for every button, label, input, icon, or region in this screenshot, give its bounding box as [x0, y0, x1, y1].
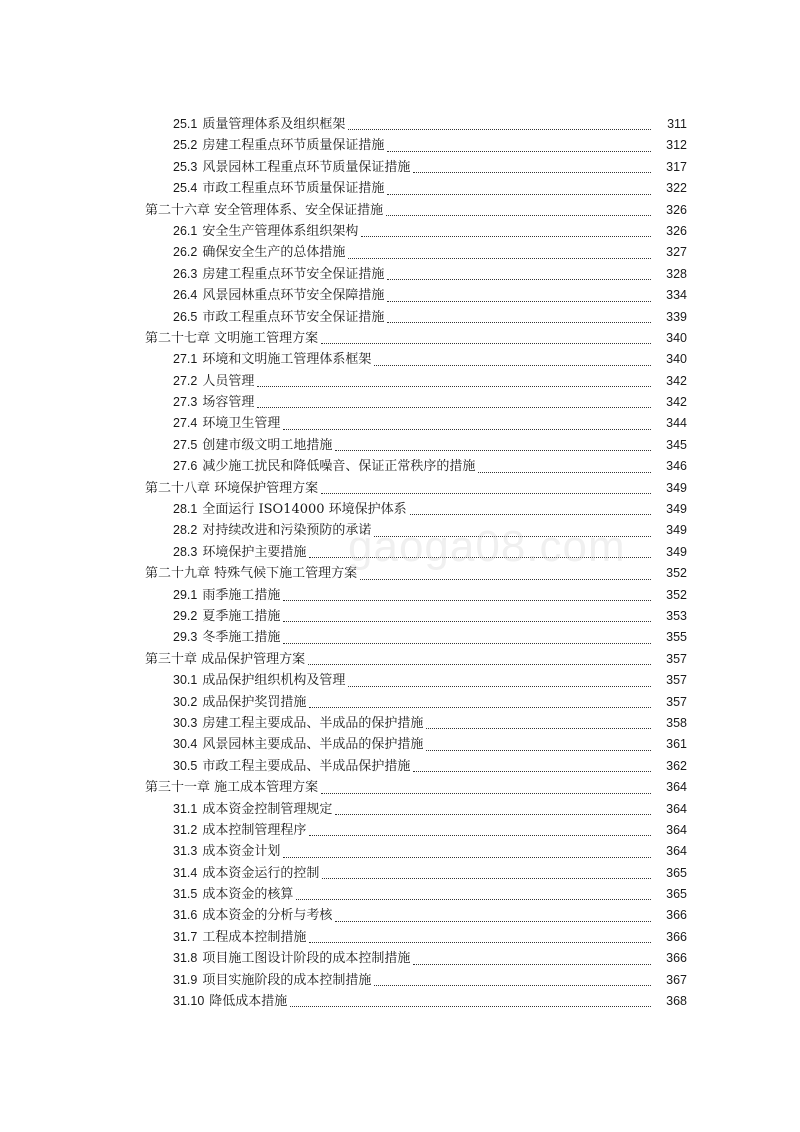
toc-entry-title: 确保安全生产的总体措施	[202, 245, 346, 261]
toc-section-entry[interactable]	[0, 670, 800, 691]
toc-dot-leader	[319, 478, 653, 499]
toc-page-number: 349	[666, 502, 687, 517]
toc-section-entry[interactable]	[0, 756, 800, 777]
toc-entry-number: 30.2	[173, 694, 198, 709]
toc-dot-leader	[281, 606, 653, 627]
toc-entry-title: 环境保护主要措施	[202, 544, 307, 560]
toc-dot-leader	[319, 328, 653, 349]
toc-page-number: 365	[666, 865, 687, 880]
toc-entry-label	[173, 435, 333, 456]
toc-entry-title: 第三十章 成品保护管理方案	[145, 651, 306, 667]
toc-entry-number: 29.2	[173, 608, 198, 623]
toc-dot-leader	[385, 178, 653, 199]
toc-dot-leader	[333, 905, 653, 926]
toc-entry-title: 冬季施工措施	[202, 630, 281, 646]
toc-entry-label	[173, 756, 411, 777]
toc-page-number: 311	[667, 117, 687, 131]
toc-entry-title: 成本资金运行的控制	[202, 865, 320, 881]
toc-section-entry[interactable]	[0, 392, 800, 413]
toc-entry-label	[173, 242, 346, 263]
toc-entry-title: 创建市级文明工地措施	[202, 437, 333, 453]
toc-entry-number: 28.2	[173, 523, 198, 538]
toc-entry-label	[173, 456, 476, 477]
toc-entry-label	[173, 413, 281, 434]
toc-dot-leader	[281, 585, 653, 606]
toc-entry-title: 市政工程重点环节质量保证措施	[202, 181, 385, 197]
toc-page-number: 326	[666, 202, 687, 217]
toc-entry-number: 30.5	[173, 758, 198, 773]
toc-entry-number: 25.3	[173, 159, 198, 174]
toc-entry-title: 风景园林工程重点环节质量保证措施	[202, 159, 411, 175]
toc-dot-leader	[255, 371, 653, 392]
toc-entry-number: 31.6	[173, 908, 198, 923]
toc-page-number: 352	[666, 587, 687, 602]
toc-page-number: 368	[666, 994, 687, 1009]
toc-entry-label	[145, 563, 358, 584]
toc-page-number: 357	[666, 673, 687, 688]
toc-page-number: 365	[666, 887, 687, 902]
toc-entry-number: 31.10	[173, 994, 205, 1009]
toc-entry-number: 30.3	[173, 715, 198, 730]
toc-page-number: 364	[666, 822, 687, 837]
toc-dot-leader	[333, 435, 653, 456]
toc-dot-leader	[372, 520, 653, 541]
toc-section-entry[interactable]	[0, 285, 800, 306]
toc-dot-leader	[346, 114, 653, 135]
toc-entry-title: 项目实施阶段的成本控制措施	[202, 972, 372, 988]
toc-section-entry[interactable]	[0, 884, 800, 905]
toc-dot-leader	[385, 135, 653, 156]
toc-section-entry[interactable]	[0, 820, 800, 841]
toc-entry-title: 成本资金的分析与考核	[202, 908, 333, 924]
toc-entry-label	[173, 264, 385, 285]
toc-section-entry[interactable]	[0, 135, 800, 156]
toc-dot-leader	[385, 285, 653, 306]
toc-entry-title: 成本控制管理程序	[202, 822, 307, 838]
toc-entry-number: 27.4	[173, 416, 198, 431]
toc-entry-label	[173, 713, 424, 734]
toc-entry-label	[173, 285, 385, 306]
toc-page-number: 367	[666, 972, 687, 987]
toc-section-entry[interactable]	[0, 692, 800, 713]
toc-entry-label	[145, 200, 384, 221]
toc-dot-leader	[358, 563, 653, 584]
toc-section-entry[interactable]	[0, 606, 800, 627]
toc-section-entry[interactable]	[0, 157, 800, 178]
toc-dot-leader	[333, 799, 653, 820]
toc-entry-number: 31.5	[173, 887, 198, 902]
toc-entry-label	[173, 970, 372, 991]
toc-chapter-entry[interactable]	[0, 649, 800, 670]
toc-entry-number: 31.4	[173, 865, 198, 880]
toc-page-number: 364	[666, 844, 687, 859]
toc-section-entry[interactable]	[0, 713, 800, 734]
toc-dot-leader	[307, 927, 653, 948]
toc-entry-number: 26.3	[173, 266, 198, 281]
toc-entry-number: 29.3	[173, 630, 198, 645]
toc-entry-number: 28.3	[173, 544, 198, 559]
toc-chapter-entry[interactable]	[0, 563, 800, 584]
toc-section-entry[interactable]	[0, 307, 800, 328]
toc-entry-title: 成本资金计划	[202, 844, 281, 860]
toc-section-entry[interactable]	[0, 799, 800, 820]
toc-page-number: 364	[666, 801, 687, 816]
toc-entry-title: 质量管理体系及组织框架	[202, 117, 346, 132]
toc-section-entry[interactable]	[0, 863, 800, 884]
toc-dot-leader	[307, 542, 653, 563]
toc-entry-title: 第三十一章 施工成本管理方案	[145, 780, 319, 796]
toc-section-entry[interactable]	[0, 627, 800, 648]
toc-entry-label	[173, 499, 408, 520]
toc-entry-title: 市政工程重点环节安全保证措施	[202, 309, 385, 325]
table-of-contents	[0, 114, 800, 1012]
toc-entry-title: 场容管理	[202, 395, 255, 411]
toc-entry-number: 27.2	[173, 373, 198, 388]
toc-dot-leader	[319, 777, 653, 798]
toc-page-number: 366	[666, 951, 687, 966]
toc-page-number: 357	[666, 651, 687, 666]
toc-section-entry[interactable]	[0, 841, 800, 862]
toc-entry-number: 31.3	[173, 844, 198, 859]
toc-section-entry[interactable]	[0, 948, 800, 969]
toc-entry-label	[173, 863, 320, 884]
toc-entry-title: 第二十七章 文明施工管理方案	[145, 330, 319, 346]
toc-entry-title: 降低成本措施	[209, 994, 288, 1010]
toc-entry-label	[173, 542, 307, 563]
toc-dot-leader	[281, 413, 653, 434]
toc-entry-number: 30.4	[173, 737, 198, 752]
toc-entry-label	[173, 734, 424, 755]
toc-entry-number: 31.7	[173, 929, 198, 944]
toc-entry-number: 26.2	[173, 245, 198, 260]
toc-section-entry[interactable]	[0, 242, 800, 263]
toc-dot-leader	[346, 670, 653, 691]
toc-section-entry[interactable]	[0, 435, 800, 456]
toc-entry-title: 房建工程重点环节质量保证措施	[202, 138, 385, 154]
toc-entry-label	[173, 221, 359, 242]
toc-dot-leader	[411, 157, 653, 178]
toc-dot-leader	[255, 392, 653, 413]
toc-page-number: 328	[666, 266, 687, 281]
toc-entry-title: 成本资金控制管理规定	[202, 801, 333, 817]
toc-page-number: 340	[666, 330, 687, 345]
toc-entry-number: 25.4	[173, 181, 198, 196]
toc-section-entry[interactable]	[0, 991, 800, 1012]
toc-page-number: 349	[666, 544, 687, 559]
toc-dot-leader	[281, 627, 653, 648]
toc-entry-label	[173, 841, 281, 862]
toc-page-number: 364	[666, 780, 687, 795]
toc-section-entry[interactable]	[0, 413, 800, 434]
toc-entry-label	[145, 478, 319, 499]
toc-dot-leader	[372, 970, 653, 991]
toc-entry-label	[173, 905, 333, 926]
toc-dot-leader	[384, 200, 653, 221]
toc-dot-leader	[408, 499, 653, 520]
toc-dot-leader	[385, 264, 653, 285]
toc-page-number: 358	[666, 715, 687, 730]
toc-entry-title: 成品保护组织机构及管理	[202, 673, 346, 689]
toc-entry-title: 成本资金的核算	[202, 887, 294, 903]
toc-entry-number: 26.4	[173, 288, 198, 303]
toc-entry-label	[173, 692, 307, 713]
toc-section-entry[interactable]	[0, 927, 800, 948]
toc-entry-title: 雨季施工措施	[202, 587, 281, 603]
toc-section-entry[interactable]	[0, 905, 800, 926]
toc-entry-number: 27.1	[173, 352, 198, 367]
toc-entry-label	[173, 670, 346, 691]
toc-page-number: 362	[666, 758, 687, 773]
toc-chapter-entry[interactable]	[0, 777, 800, 798]
toc-entry-label	[173, 606, 281, 627]
toc-dot-leader	[476, 456, 653, 477]
toc-entry-title: 环境和文明施工管理体系框架	[202, 352, 372, 368]
toc-chapter-entry[interactable]	[0, 200, 800, 221]
toc-entry-label	[173, 157, 411, 178]
toc-dot-leader	[288, 991, 653, 1012]
toc-entry-title: 风景园林重点环节安全保障措施	[202, 288, 385, 304]
toc-entry-label	[173, 585, 281, 606]
toc-page-number: 317	[666, 159, 687, 174]
toc-entry-label	[173, 178, 385, 199]
toc-entry-label	[173, 820, 307, 841]
toc-entry-number: 27.5	[173, 437, 198, 452]
toc-entry-number: 31.1	[173, 801, 198, 816]
toc-section-entry[interactable]	[0, 349, 800, 370]
toc-page-number: 352	[666, 566, 687, 581]
toc-dot-leader	[307, 692, 653, 713]
toc-entry-number: 31.8	[173, 951, 198, 966]
toc-entry-label	[173, 349, 372, 370]
toc-page-number: 345	[666, 437, 687, 452]
toc-dot-leader	[372, 349, 653, 370]
toc-page-number: 366	[666, 929, 687, 944]
toc-entry-label	[173, 927, 307, 948]
toc-entry-label	[173, 991, 288, 1012]
toc-section-entry[interactable]	[0, 371, 800, 392]
toc-entry-label	[173, 948, 411, 969]
toc-section-entry[interactable]	[0, 178, 800, 199]
toc-entry-label	[173, 884, 294, 905]
toc-entry-number: 25.1	[173, 117, 198, 131]
toc-page-number: 322	[666, 181, 687, 196]
toc-section-entry[interactable]	[0, 585, 800, 606]
toc-entry-title: 房建工程重点环节安全保证措施	[202, 266, 385, 282]
toc-entry-title: 房建工程主要成品、半成品的保护措施	[202, 715, 424, 731]
toc-entry-title: 成品保护奖罚措施	[202, 694, 307, 710]
toc-chapter-entry[interactable]	[0, 478, 800, 499]
toc-section-entry[interactable]	[0, 221, 800, 242]
toc-dot-leader	[424, 734, 653, 755]
toc-page-number: 357	[666, 694, 687, 709]
toc-entry-number: 25.2	[173, 138, 198, 153]
toc-entry-label	[145, 649, 306, 670]
toc-page-number: 340	[666, 352, 687, 367]
toc-entry-label	[145, 328, 319, 349]
toc-entry-number: 30.1	[173, 673, 198, 688]
toc-entry-label	[145, 777, 319, 798]
toc-dot-leader	[346, 242, 653, 263]
toc-entry-title: 环境卫生管理	[202, 416, 281, 432]
toc-section-entry[interactable]	[0, 499, 800, 520]
toc-page-number: 326	[666, 223, 687, 238]
toc-entry-number: 27.6	[173, 459, 198, 474]
toc-entry-number: 27.3	[173, 395, 198, 410]
toc-entry-title: 第二十八章 环境保护管理方案	[145, 480, 319, 496]
toc-entry-number: 28.1	[173, 502, 198, 517]
toc-page-number: 334	[666, 288, 687, 303]
toc-entry-label	[173, 799, 333, 820]
toc-page-number: 349	[666, 480, 687, 495]
toc-entry-title: 对持续改进和污染预防的承诺	[202, 523, 372, 539]
toc-section-entry[interactable]	[0, 542, 800, 563]
toc-entry-label	[173, 135, 385, 156]
toc-section-entry[interactable]	[0, 970, 800, 991]
toc-dot-leader	[411, 756, 653, 777]
toc-dot-leader	[359, 221, 653, 242]
toc-dot-leader	[411, 948, 653, 969]
toc-entry-label	[173, 520, 372, 541]
toc-section-entry[interactable]	[0, 734, 800, 755]
toc-entry-title: 市政工程主要成品、半成品保护措施	[202, 758, 411, 774]
toc-dot-leader	[281, 841, 653, 862]
toc-page-number: 344	[666, 416, 687, 431]
toc-page-number: 339	[666, 309, 687, 324]
toc-chapter-entry[interactable]	[0, 328, 800, 349]
toc-entry-label	[173, 392, 255, 413]
toc-page-number: 312	[666, 138, 687, 153]
toc-entry-title: 夏季施工措施	[202, 608, 281, 624]
toc-page-number: 353	[666, 608, 687, 623]
toc-page-number: 355	[666, 630, 687, 645]
toc-entry-title: 第二十九章 特殊气候下施工管理方案	[145, 566, 358, 582]
toc-dot-leader	[320, 863, 653, 884]
toc-entry-number: 26.1	[173, 223, 198, 238]
toc-entry-label	[173, 627, 281, 648]
toc-entry-number: 26.5	[173, 309, 198, 324]
toc-entry-title: 全面运行 ISO14000 环境保护体系	[202, 502, 407, 518]
toc-dot-leader	[294, 884, 653, 905]
toc-section-entry[interactable]	[0, 520, 800, 541]
toc-dot-leader	[307, 820, 653, 841]
toc-entry-label	[173, 114, 346, 135]
toc-entry-number: 31.9	[173, 972, 198, 987]
toc-section-entry[interactable]	[0, 264, 800, 285]
toc-page-number: 342	[666, 395, 687, 410]
toc-page-number: 342	[666, 373, 687, 388]
toc-entry-title: 减少施工扰民和降低噪音、保证正常秩序的措施	[202, 459, 476, 475]
toc-entry-label	[173, 307, 385, 328]
toc-dot-leader	[424, 713, 653, 734]
toc-entry-number: 31.2	[173, 822, 198, 837]
toc-entry-title: 工程成本控制措施	[202, 929, 307, 945]
toc-entry-label	[173, 371, 255, 392]
toc-page-number: 366	[666, 908, 687, 923]
toc-entry-title: 第二十六章 安全管理体系、安全保证措施	[145, 202, 384, 218]
watermark: gaoga08.com	[348, 522, 626, 571]
toc-entry-title: 项目施工图设计阶段的成本控制措施	[202, 951, 411, 967]
toc-dot-leader	[385, 307, 653, 328]
toc-entry-title: 人员管理	[202, 373, 255, 389]
toc-section-entry[interactable]	[0, 114, 800, 135]
toc-entry-title: 安全生产管理体系组织架构	[202, 223, 359, 239]
toc-page-number: 361	[666, 737, 687, 752]
toc-dot-leader	[306, 649, 653, 670]
toc-section-entry[interactable]	[0, 456, 800, 477]
toc-entry-number: 29.1	[173, 587, 198, 602]
toc-page-number: 346	[666, 459, 687, 474]
toc-page-number: 327	[666, 245, 687, 260]
toc-entry-title: 风景园林主要成品、半成品的保护措施	[202, 737, 424, 753]
toc-page-number: 349	[666, 523, 687, 538]
